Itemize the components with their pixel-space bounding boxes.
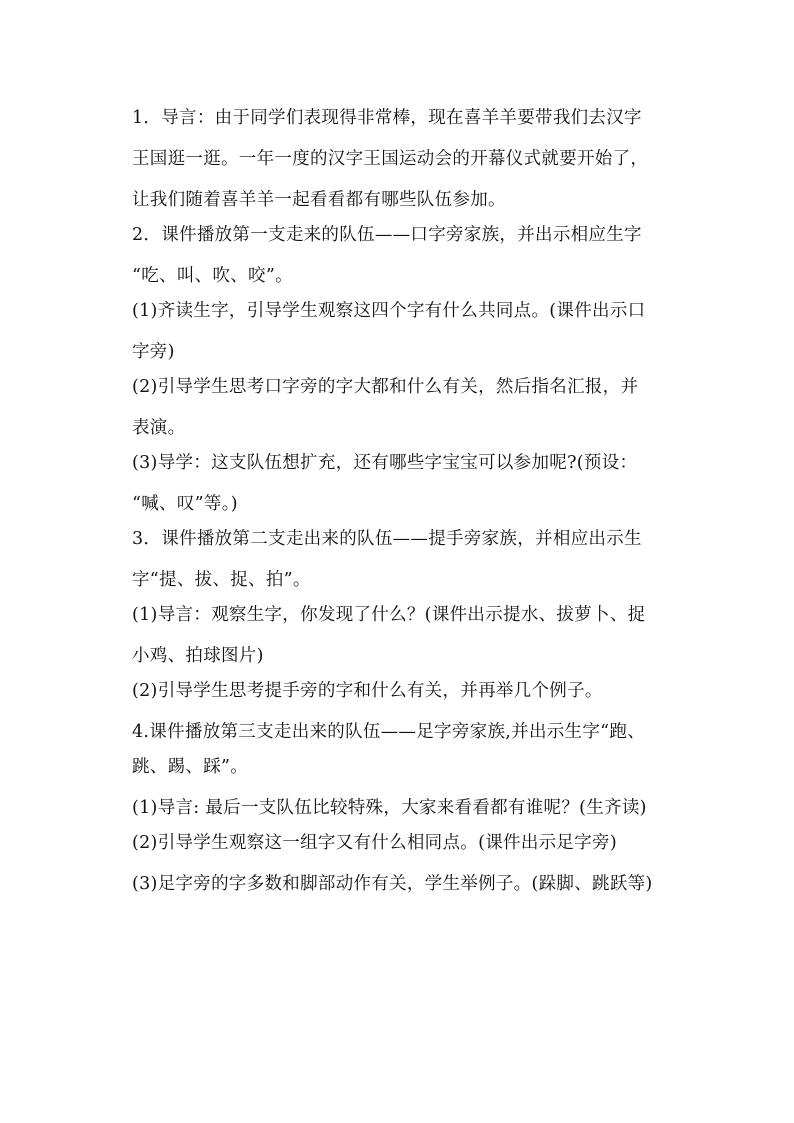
text-line: “喊、叹”等。) bbox=[132, 494, 238, 514]
text-line: 3．课件播放第二支走出来的队伍——提手旁家族，并相应出示生 bbox=[132, 529, 642, 549]
text-line: 4.课件播放第三支走出来的队伍——足字旁家族,并出示生字“跑、 bbox=[132, 722, 646, 742]
text-line: (2)引导学生思考提手旁的字和什么有关，并再举几个例子。 bbox=[132, 681, 603, 701]
text-line: (3)导学：这支队伍想扩充，还有哪些字宝宝可以参加呢?(预设： bbox=[132, 453, 638, 473]
text-line: 小鸡、拍球图片) bbox=[132, 646, 264, 666]
text-line: 王国逛一逛。一年一度的汉字王国运动会的开幕仪式就要开始了， bbox=[132, 149, 649, 169]
text-line: 2．课件播放第一支走来的队伍——口字旁家族，并出示相应生字 bbox=[132, 225, 642, 245]
text-line: 表演。 bbox=[132, 418, 186, 438]
text-line: 字旁) bbox=[132, 342, 175, 362]
text-line: (1)导言: 最后一支队伍比较特殊，大家来看看都有谁呢？(生齐读) bbox=[132, 798, 647, 818]
text-line: (3)足字旁的字多数和脚部动作有关，学生举例子。(跺脚、跳跃等) bbox=[132, 874, 653, 894]
text-line: (2)引导学生观察这一组字又有什么相同点。(课件出示足字旁) bbox=[132, 833, 617, 853]
text-line: (1)齐读生字，引导学生观察这四个字有什么共同点。(课件出示口 bbox=[132, 301, 646, 321]
text-line: (2)引导学生思考口字旁的字大都和什么有关，然后指名汇报，并 bbox=[132, 377, 639, 397]
text-line: (1)导言：观察生字，你发现了什么？(课件出示提水、拔萝卜、捉 bbox=[132, 605, 646, 625]
text-line: “吃、叫、吹、咬”。 bbox=[132, 266, 293, 286]
text-line: 让我们随着喜羊羊一起看看都有哪些队伍参加。 bbox=[132, 190, 506, 210]
text-line: 1．导言：由于同学们表现得非常棒，现在喜羊羊要带我们去汉字 bbox=[132, 108, 642, 128]
document-body bbox=[132, 102, 667, 896]
text-line: 跳、踢、踩”。 bbox=[132, 757, 249, 777]
text-line: 字“提、拔、捉、拍”。 bbox=[132, 570, 311, 590]
